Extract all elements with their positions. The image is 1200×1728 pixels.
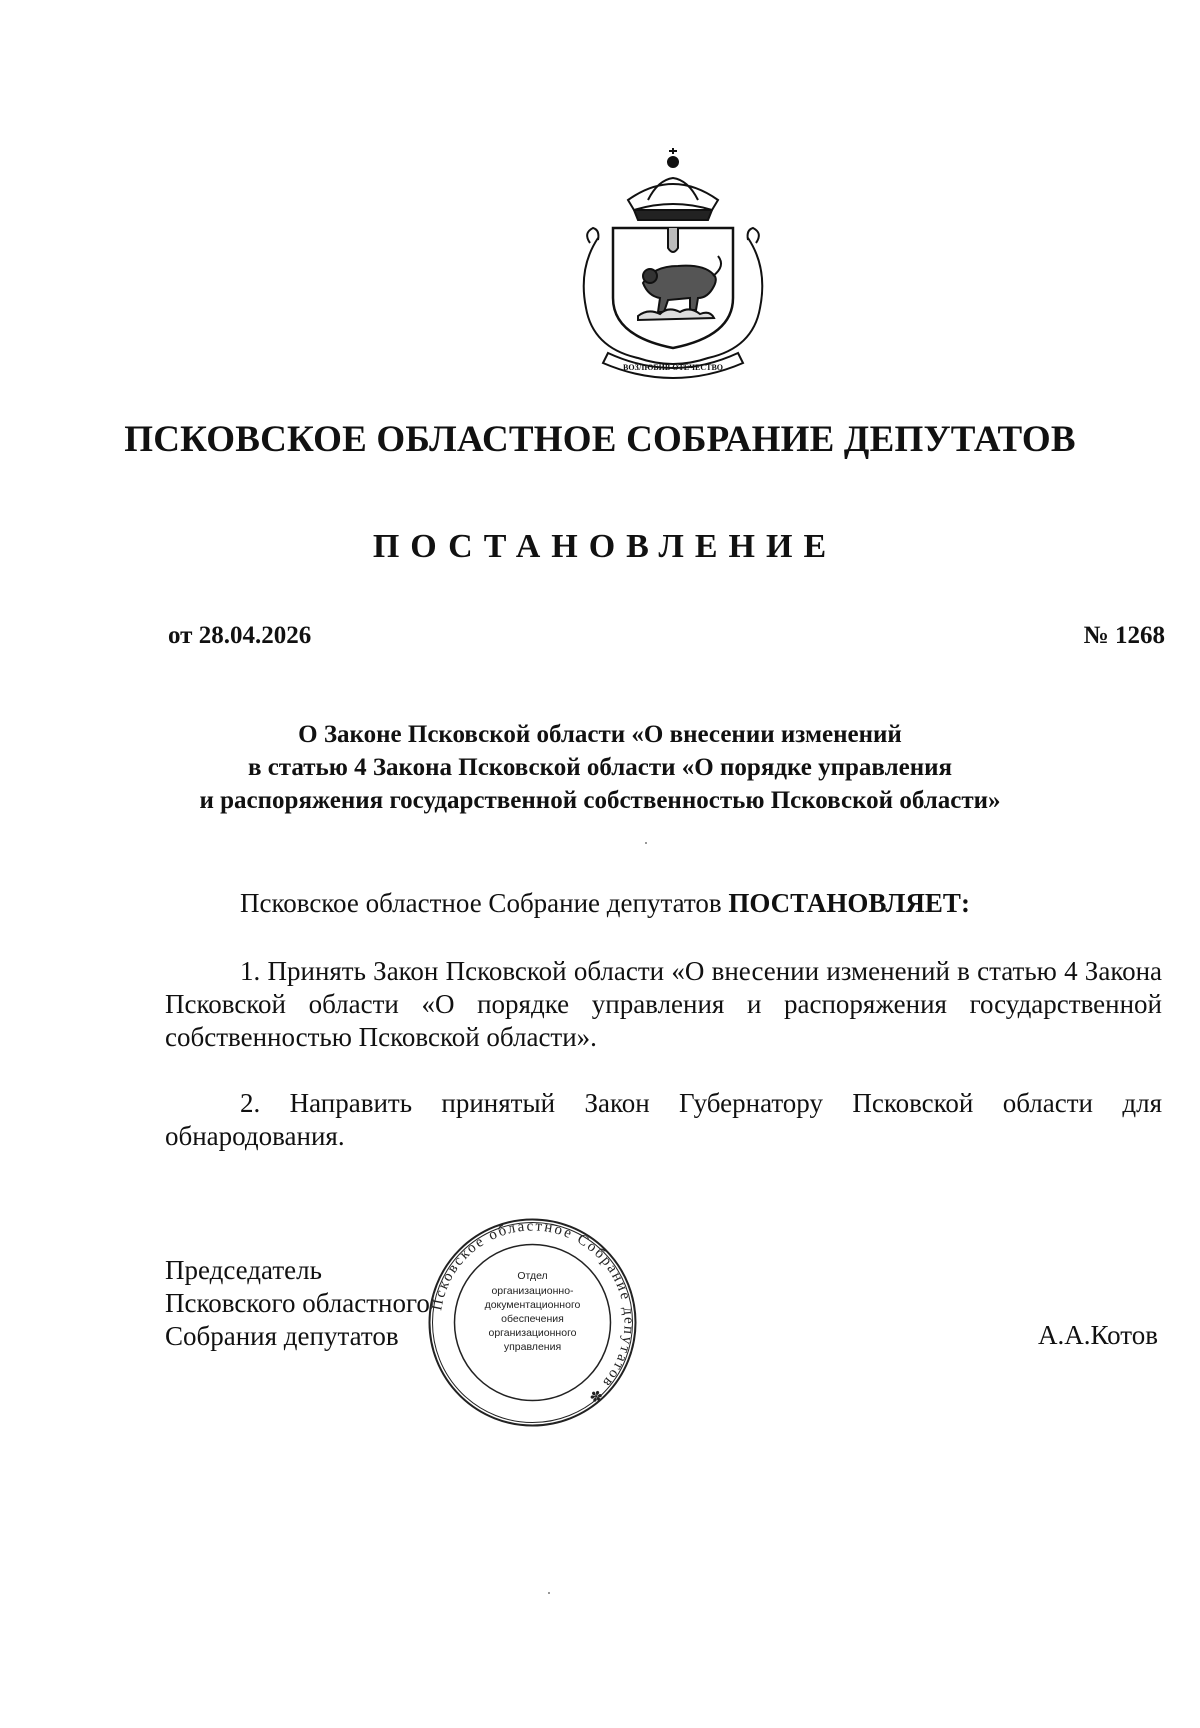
intro-bold: ПОСТАНОВЛЯЕТ: — [728, 888, 970, 918]
document-date: от 28.04.2026 — [168, 622, 312, 649]
resolution-intro — [240, 888, 970, 919]
intro-text: Псковское областное Собрание депутатов — [240, 888, 729, 918]
svg-text:организационного: организационного — [488, 1327, 577, 1339]
document-title — [150, 718, 1050, 817]
item-1-text: 1. Принять Закон Псковской области «О внесении изменений в статью 4 Закона Псковской области «О порядке управления и распоряжения государственной собственностью Псковской области». — [165, 956, 1162, 1052]
signatory-line-3: Собрания депутатов — [165, 1321, 399, 1351]
signatory-name: А.А.Котов — [1038, 1320, 1158, 1350]
signatory-position — [165, 1254, 430, 1353]
document-type: ПОСТАНОВЛЕНИЕ — [372, 528, 838, 565]
scan-speck — [645, 842, 647, 844]
svg-text:Отдел: Отдел — [517, 1270, 548, 1282]
svg-text:Псковское областное Собрание д: Псковское областное Собрание депутатов ✽ — [429, 1218, 637, 1407]
svg-text:управления: управления — [503, 1341, 562, 1353]
signatory-line-1: Председатель — [165, 1255, 322, 1285]
title-line-1: О Законе Псковской области «О внесении изменений — [298, 721, 902, 748]
resolution-item-1 — [165, 955, 1162, 1054]
document-number: № 1268 — [1083, 622, 1165, 649]
svg-text:обеспечения: обеспечения — [501, 1313, 564, 1325]
svg-text:организационно-: организационно- — [491, 1285, 574, 1297]
item-2-text: 2. Направить принятый Закон Губернатору Псковской области для обнародования. — [165, 1088, 1162, 1151]
svg-text:документационного: документационного — [484, 1299, 581, 1311]
title-line-3: и распоряжения государственной собственностью Псковской области» — [199, 787, 1001, 814]
official-stamp — [425, 1215, 640, 1430]
coat-of-arms-icon — [568, 148, 778, 383]
signatory-line-2: Псковского областного — [165, 1288, 430, 1318]
title-line-2: в статью 4 Закона Псковской области «О порядке управления — [247, 754, 953, 781]
organization-name: ПСКОВСКОЕ ОБЛАСТНОЕ СОБРАНИЕ ДЕПУТАТОВ — [124, 419, 1076, 460]
svg-text:ВОЗЛЮБИВ ОТЕЧЕСТВО: ВОЗЛЮБИВ ОТЕЧЕСТВО — [622, 363, 724, 372]
resolution-item-2 — [165, 1087, 1162, 1153]
scan-speck — [548, 1592, 550, 1594]
